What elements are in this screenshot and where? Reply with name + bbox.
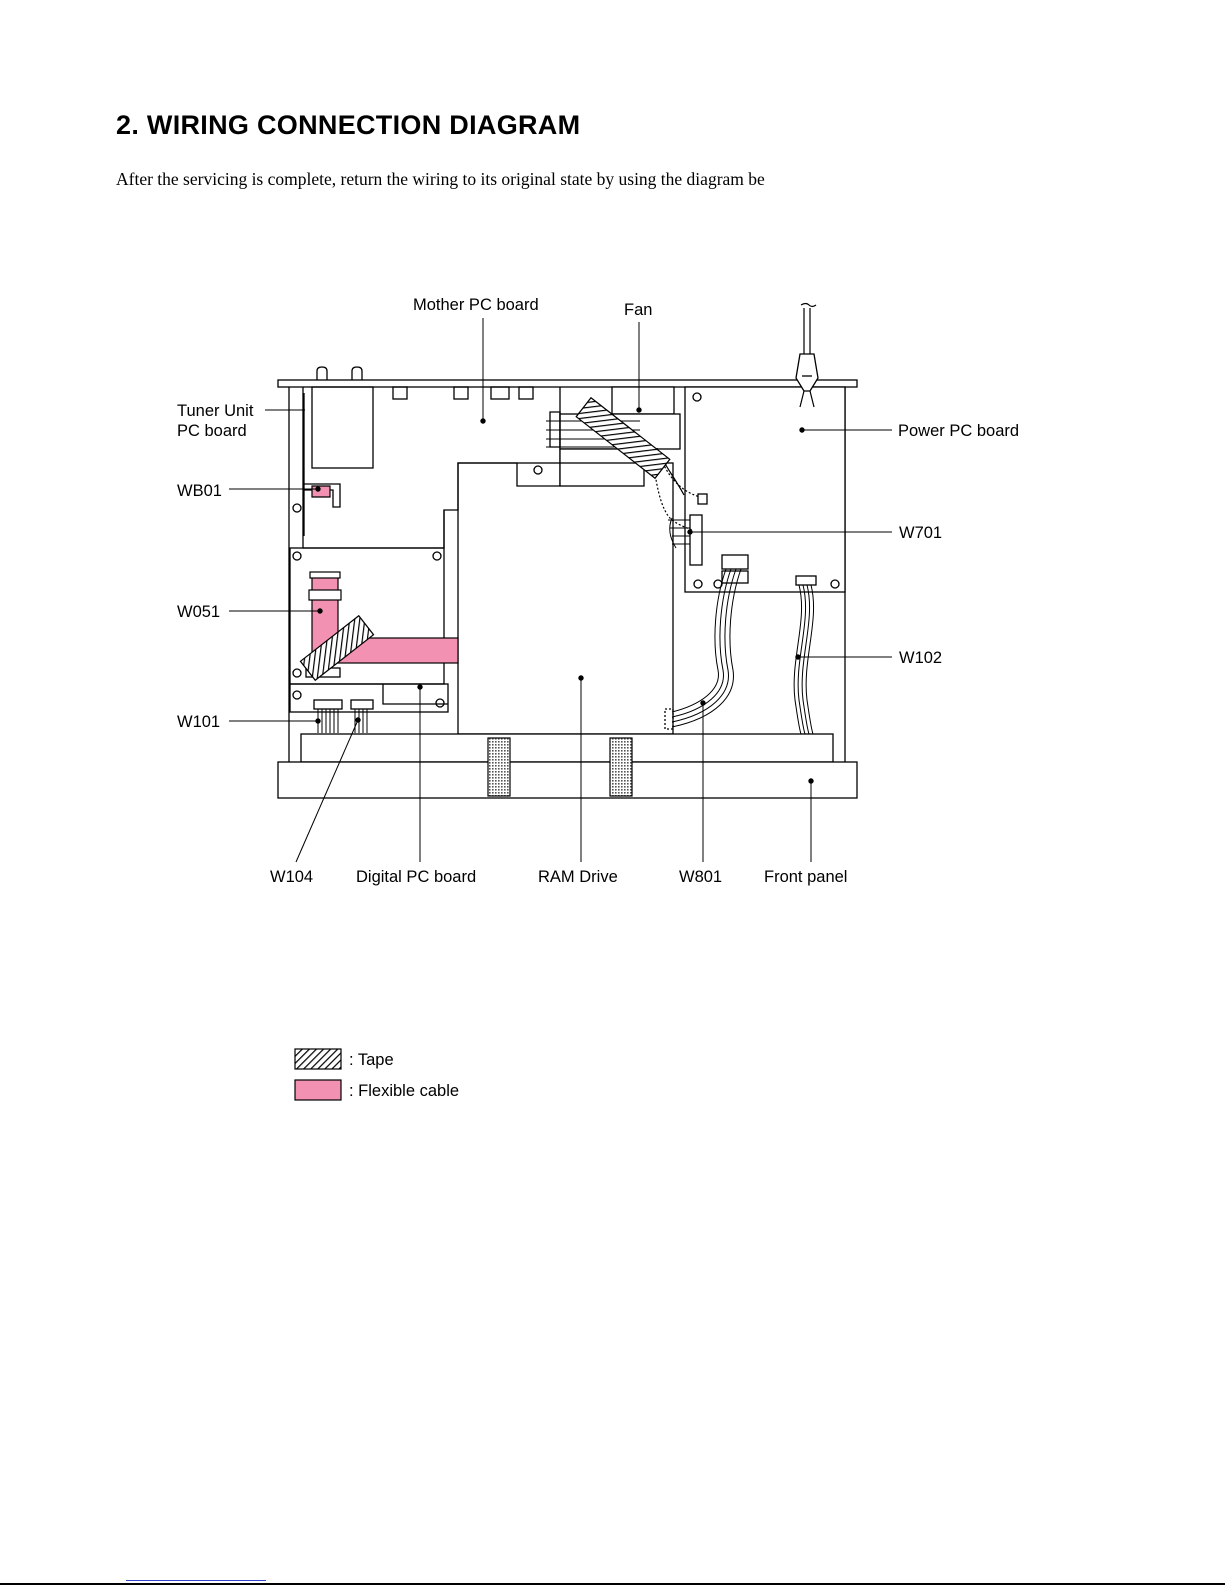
label-ram-drive: RAM Drive [538,868,618,886]
legend-flex-swatch [295,1080,341,1100]
label-digital-pc-board: Digital PC board [356,868,477,886]
rear-jack [352,367,362,380]
legend-tape-swatch [295,1049,341,1069]
rear-jack [317,367,327,380]
label-w051: W051 [177,603,221,621]
tape-front-1 [488,738,510,796]
intro-text: After the servicing is complete, return the wiring to its original state by using the diagram be [116,169,765,189]
label-w801: W801 [679,868,723,886]
tape-front-2 [610,738,632,796]
label-tuner-unit: Tuner Unit [177,402,254,420]
footer-link-underline[interactable] [126,1580,266,1581]
label-tuner-pc-board: PC board [177,422,247,440]
page-heading: 2. WIRING CONNECTION DIAGRAM [116,110,581,140]
power-board [685,387,845,592]
chassis-rail [278,380,857,387]
label-w101: W101 [177,713,221,731]
flex-cable-wb01 [312,486,330,497]
label-front-panel: Front panel [764,868,848,886]
label-wb01: WB01 [177,482,222,500]
legend [295,1049,341,1100]
label-power-pc-board: Power PC board [898,422,1020,440]
label-w104: W104 [270,868,314,886]
tuner-unit [312,387,373,468]
label-fan: Fan [624,301,653,319]
label-mother-pc-board: Mother PC board [413,296,539,314]
label-w102: W102 [899,649,943,667]
fan [612,387,674,414]
label-w701: W701 [899,524,943,542]
front-bezel [301,734,833,762]
legend-tape-label: : Tape [349,1051,394,1069]
legend-flex-label: : Flexible cable [349,1082,460,1100]
ram-drive [458,463,673,734]
front-panel [278,762,857,798]
